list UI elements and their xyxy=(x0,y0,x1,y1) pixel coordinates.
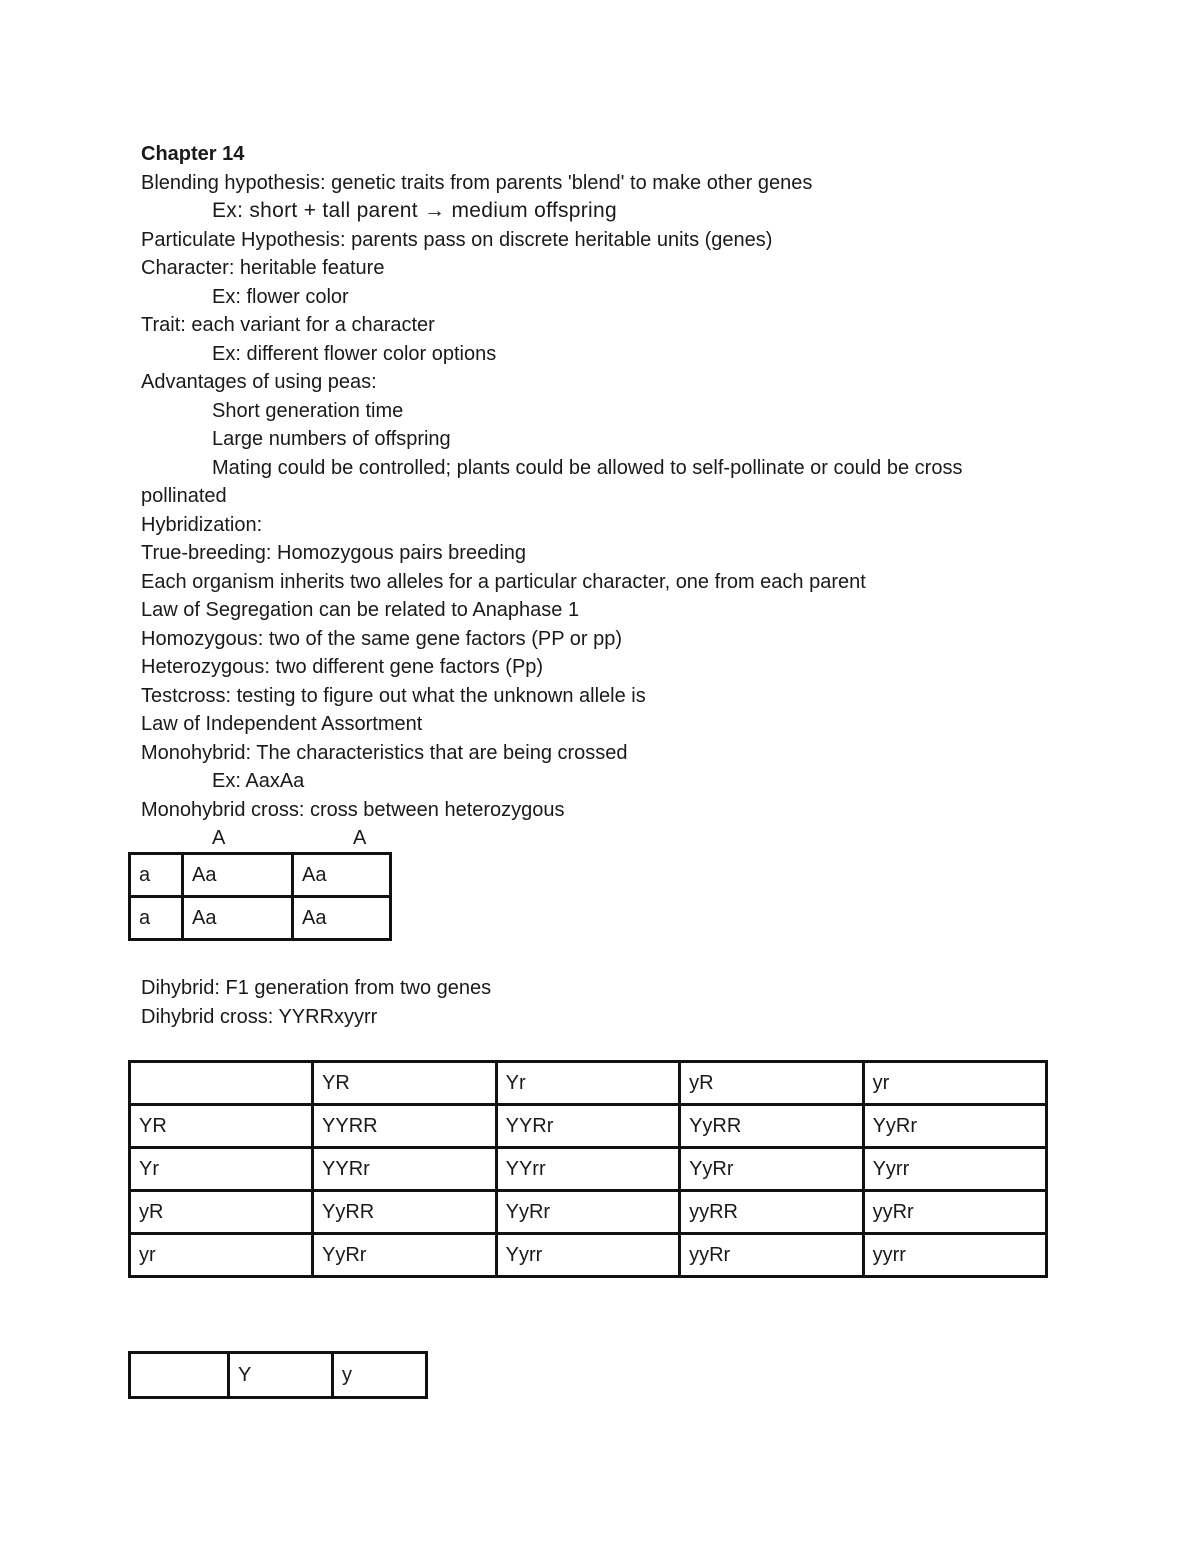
table-cell: Yyrr xyxy=(496,1234,679,1277)
table-row xyxy=(130,1105,1047,1148)
dihybrid-notes xyxy=(141,974,1041,1031)
table-cell: YR xyxy=(313,1062,497,1105)
table-cell: YyRr xyxy=(863,1105,1046,1148)
table-cell: Yr xyxy=(496,1062,679,1105)
note-line: Trait: each variant for a character xyxy=(141,314,435,336)
table-cell: yr xyxy=(130,1234,313,1277)
note-line: Heterozygous: two different gene factors (Pp) xyxy=(141,656,544,678)
table-cell: YYRr xyxy=(313,1148,497,1191)
table-cell: YYRR xyxy=(313,1105,497,1148)
note-example: Ex: flower color xyxy=(212,285,349,308)
note-line: pollinated xyxy=(141,485,227,507)
note-line: Character: heritable feature xyxy=(141,257,385,279)
note-line: Hybridization: xyxy=(141,513,263,536)
table-row xyxy=(130,1234,1047,1277)
table-cell: Aa xyxy=(183,854,293,897)
chapter-title: Chapter 14 xyxy=(141,143,245,165)
monohybrid-col-head: A xyxy=(212,827,226,849)
table-row xyxy=(130,1353,427,1398)
note-example: Ex: short + tall parent → medium offspring xyxy=(212,199,617,222)
table-cell: YyRR xyxy=(313,1191,497,1234)
note-example: Ex: different flower color options xyxy=(212,342,497,365)
table-cell: yyrr xyxy=(863,1234,1046,1277)
dihybrid-punnett-square xyxy=(128,1060,1048,1278)
note-line: Each organism inherits two alleles for a particular character, one from each parent xyxy=(141,570,866,593)
note-line: Blending hypothesis: genetic traits from parents 'blend' to make other genes xyxy=(141,171,813,194)
table-cell: yr xyxy=(863,1062,1046,1105)
note-line: Dihybrid cross: YYRRxyyrr xyxy=(141,1005,378,1028)
table-cell: Aa xyxy=(293,854,391,897)
monohybrid-col-head: A xyxy=(353,827,367,849)
table-cell: Yyrr xyxy=(863,1148,1046,1191)
table-row xyxy=(130,854,391,897)
table-cell: yyRR xyxy=(680,1191,864,1234)
table-cell: Aa xyxy=(293,897,391,940)
table-cell: a xyxy=(130,897,183,940)
table-cell: YyRr xyxy=(680,1148,864,1191)
monohybrid-column-headers xyxy=(141,824,1101,852)
note-line: True-breeding: Homozygous pairs breeding xyxy=(141,542,527,564)
table-cell: yR xyxy=(680,1062,864,1105)
table-cell xyxy=(130,1062,313,1105)
monohybrid-punnett-square xyxy=(128,852,392,941)
table-cell: YYrr xyxy=(496,1148,679,1191)
table-cell: yR xyxy=(130,1191,313,1234)
partial-punnett-square xyxy=(128,1351,428,1399)
table-cell xyxy=(130,1353,229,1398)
table-cell: YyRr xyxy=(313,1234,497,1277)
table-row xyxy=(130,1191,1047,1234)
table-cell: yyRr xyxy=(863,1191,1046,1234)
table-cell: yyRr xyxy=(680,1234,864,1277)
table-cell: YyRR xyxy=(680,1105,864,1148)
note-line: Dihybrid: F1 generation from two genes xyxy=(141,977,492,999)
table-cell: YYRr xyxy=(496,1105,679,1148)
note-example: Ex: AaxAa xyxy=(212,770,305,792)
table-cell: Yr xyxy=(130,1148,313,1191)
note-list-item: Short generation time xyxy=(212,399,404,422)
note-line: Law of Segregation can be related to Anaphase 1 xyxy=(141,599,580,621)
note-list-item: Large numbers of offspring xyxy=(212,428,451,450)
table-row xyxy=(130,897,391,940)
note-line: Homozygous: two of the same gene factors (PP or pp) xyxy=(141,627,622,650)
note-line: Law of Independent Assortment xyxy=(141,713,423,735)
note-line: Monohybrid cross: cross between heterozygous xyxy=(141,798,565,821)
note-line: Particulate Hypothesis: parents pass on discrete heritable units (genes) xyxy=(141,228,773,251)
table-cell: Y xyxy=(229,1353,333,1398)
note-list-item: Mating could be controlled; plants could be allowed to self-pollinate or could be cross xyxy=(212,456,963,479)
table-cell: a xyxy=(130,854,183,897)
note-line: Testcross: testing to figure out what the unknown allele is xyxy=(141,684,646,707)
table-row xyxy=(130,1148,1047,1191)
notes-body xyxy=(141,140,1101,852)
note-line: Advantages of using peas: xyxy=(141,371,377,393)
note-line: Monohybrid: The characteristics that are being crossed xyxy=(141,741,628,764)
table-cell: y xyxy=(333,1353,427,1398)
table-cell: YyRr xyxy=(496,1191,679,1234)
table-cell: Aa xyxy=(183,897,293,940)
table-cell: YR xyxy=(130,1105,313,1148)
table-row xyxy=(130,1062,1047,1105)
